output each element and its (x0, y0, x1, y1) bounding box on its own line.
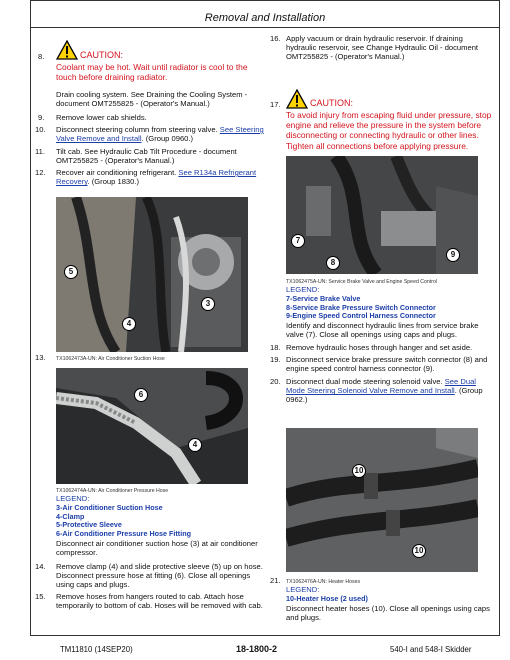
legend-item: 10-Heater Hose (2 used) (286, 594, 368, 603)
legend-item: 6-Air Conditioner Pressure Hose Fitting (56, 528, 191, 538)
step-13-number: 13. (35, 353, 46, 362)
step-15-number: 15. (35, 592, 46, 601)
right-legend-list (286, 295, 496, 321)
right-legend-2-list (286, 595, 496, 604)
step-11-number: 11. (35, 147, 45, 156)
photo-ac-suction-hose (56, 197, 248, 352)
photo-service-brake-valve (286, 156, 478, 274)
caution-triangle-icon (56, 40, 78, 60)
callout-6: 6 (134, 388, 148, 402)
photo-2-illustration (56, 368, 248, 484)
left-legend-title: LEGEND: (56, 494, 90, 503)
photo-ac-pressure-hose (56, 368, 248, 484)
step-11-text: Tilt cab. See Hydraulic Cab Tilt Procedure - document OMT255825 - (Operator's Manual.) (56, 147, 237, 166)
step-19-number: 19. (270, 355, 281, 364)
legend-item: 9-Engine Speed Control Harness Connector (286, 311, 436, 321)
caution-triangle-icon (286, 89, 308, 109)
legend-item: 3-Air Conditioner Suction Hose (56, 503, 163, 512)
step-8-number: 8. (38, 52, 45, 61)
callout-3: 3 (201, 297, 215, 311)
callout-4: 4 (122, 317, 136, 331)
legend-item: 5-Protective Sleeve (56, 520, 122, 530)
section-title: Removal and Installation (204, 12, 326, 24)
step-13-text: Disconnect air conditioner suction hose (3) at air conditioner compressor. (56, 539, 258, 558)
step-17-caution-label: CAUTION: (310, 98, 354, 108)
photo-heater-hoses (286, 428, 478, 572)
step-8-body: Drain cooling system. See Draining the Cooling System - document OMT255825 - (Operator's Manual.) (56, 90, 248, 109)
step-14-number: 14. (35, 562, 46, 571)
step-14-text: Remove clamp (4) and slide protective sleeve (5) up on hose. Disconnect pressure hose at fitting (6). Close all openings using caps and plugs. (56, 562, 263, 590)
callout-8: 8 (326, 256, 340, 270)
callout-5: 5 (64, 265, 78, 279)
legend-item: 8-Service Brake Pressure Switch Connector (286, 302, 436, 312)
legend-item: 4-Clamp (56, 511, 85, 521)
right-legend-title: LEGEND: (286, 285, 320, 294)
step-21-text: Disconnect heater hoses (10). Close all openings using caps and plugs. (286, 604, 490, 623)
callout-7: 7 (291, 234, 305, 248)
step-15-text: Remove hoses from hangers routed to cab. Attach hose temporarily to bottom of cab. Hoses will be removed with cab. (56, 592, 263, 611)
step-8-caution-text: Coolant may be hot. Wait until radiator is cool to the touch before draining radiator. (56, 62, 248, 83)
step-17-text: Identify and disconnect hydraulic lines from service brake valve (7). Close all openings using caps and plugs. (286, 321, 479, 340)
left-legend-list (56, 504, 266, 538)
right-legend-2-title: LEGEND: (286, 585, 320, 594)
step-8-caution-label: CAUTION: (80, 50, 124, 60)
callout-4-second: 4 (188, 438, 202, 452)
photo-1-caption: TX1062473A-UN: Air Conditioner Suction Hose (56, 356, 165, 362)
step-9-text: Remove lower cab shields. (56, 113, 147, 122)
photo-4-illustration (286, 428, 478, 572)
step-9-number: 9. (38, 113, 45, 122)
dual-mode-steering-link[interactable]: See Dual Mode Steering Solenoid Valve Remove and Install (286, 377, 476, 396)
step-18-text: Remove hydraulic hoses through hanger and set aside. (286, 343, 473, 352)
step-12-text: Recover air conditioning refrigerant. See R134a Refrigerant Recovery. (Group 1830.) (56, 168, 257, 187)
callout-10: 10 (352, 464, 366, 478)
callout-9: 9 (446, 248, 460, 262)
step-20-text: Disconnect dual mode steering solenoid valve. See Dual Mode Steering Solenoid Valve Remove and Install. (Group 0962.) (286, 377, 483, 405)
step-17-caution-text: To avoid injury from escaping fluid under pressure, stop engine and relieve the pressure in the system before disconnecting or connecting hydraulic or other lines. Tighten all connections before applying pressure. (286, 110, 492, 151)
steering-valve-link[interactable]: See Steering Valve Remove and Install (56, 125, 264, 144)
legend-item: 7-Service Brake Valve (286, 294, 361, 303)
footer-doc-id: TM11810 (14SEP20) (60, 645, 133, 654)
step-17-number: 17. (270, 100, 281, 109)
step-16-text: Apply vacuum or drain hydraulic reservoir. If draining hydraulic reservoir, see Change Hydraulic Oil - document OMT255825 - (Operator's Manual.) (286, 34, 479, 62)
refrigerant-recovery-link[interactable]: See R134a Refrigerant Recovery (56, 168, 257, 187)
photo-3-caption: TX1062475A-UN: Service Brake Valve and Engine Speed Control (286, 279, 438, 285)
step-16-number: 16. (270, 34, 281, 43)
step-10-text: Disconnect steering column from steering valve. See Steering Valve Remove and Install. (Group 0960.) (56, 125, 264, 144)
step-20-number: 20. (270, 377, 281, 386)
photo-2-caption: TX1062474A-UN: Air Conditioner Pressure Hose (56, 488, 169, 494)
step-10-number: 10. (35, 125, 46, 134)
footer-page-number: 18-1800-2 (236, 644, 278, 654)
step-12-number: 12. (35, 168, 46, 177)
callout-10-second: 10 (412, 544, 426, 558)
header-rule (30, 27, 500, 28)
photo-1-illustration (56, 197, 248, 352)
step-18-number: 18. (270, 343, 281, 352)
footer-model: 540-I and 548-I Skidder (390, 645, 472, 654)
step-21-number: 21. (270, 576, 281, 585)
photo-4-caption: TX1062476A-UN: Heater Hoses (286, 579, 361, 585)
step-19-text: Disconnect service brake pressure switch connector (8) and engine speed control harness connector (9). (286, 355, 488, 374)
